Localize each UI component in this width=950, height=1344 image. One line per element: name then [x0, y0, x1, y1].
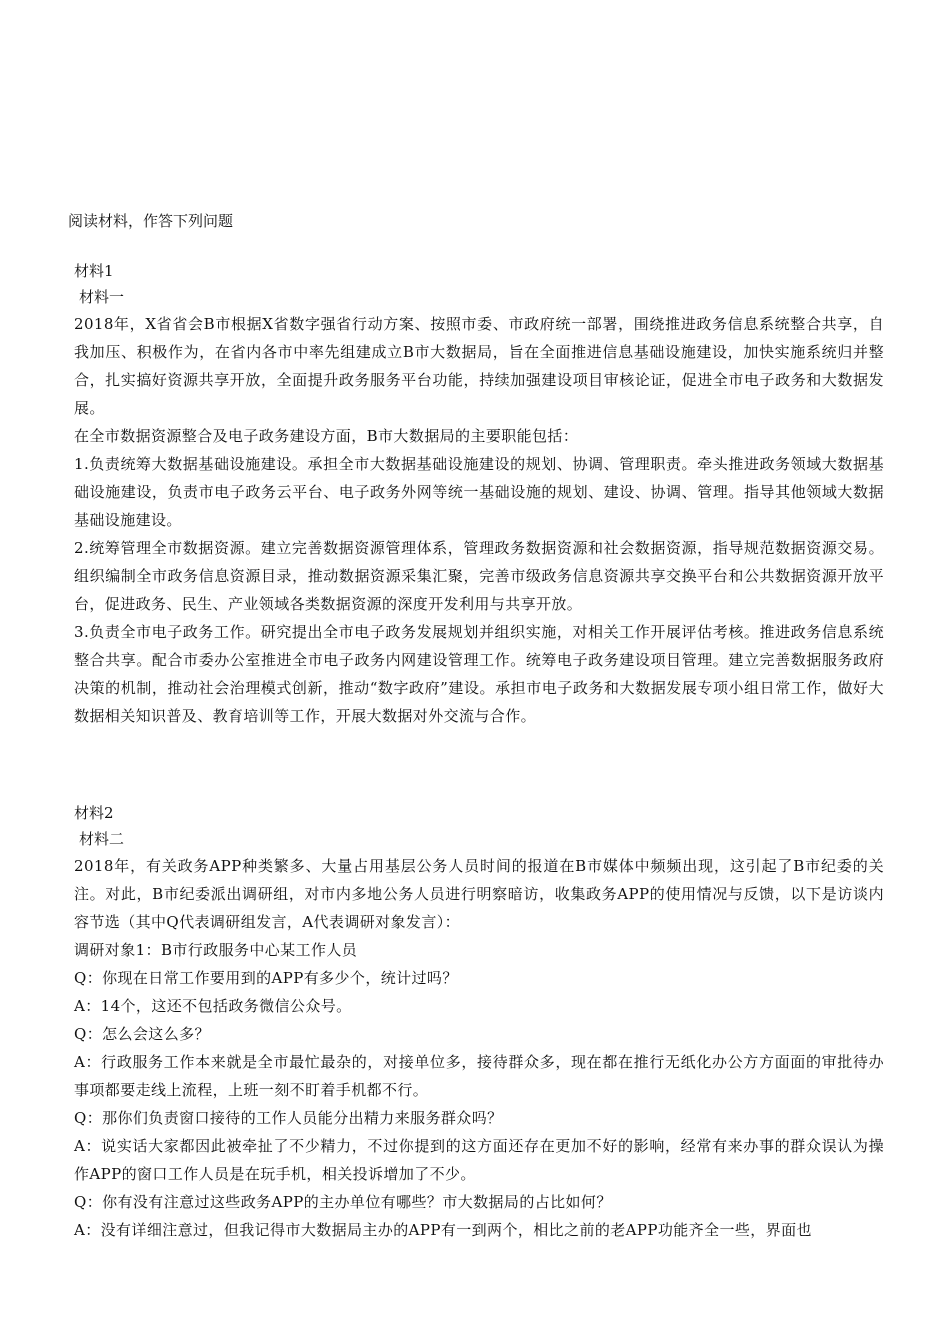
material-label: 材料1 [74, 262, 114, 280]
interview-question: Q：那你们负责窗口接待的工作人员能分出精力来服务群众吗？ [74, 1109, 503, 1127]
question-instruction: 阅读材料，作答下列问题 [68, 212, 234, 230]
material-1-section [74, 258, 884, 730]
paragraph: 2018年，有关政务APP种类繁多、大量占用基层公务人员时间的报道在B市媒体中频频出现，这引起了B市纪委的关注。对此，B市纪委派出调研组，对市内多地公务人员进行明察暗访，收集政务APP的使用情况与反馈，以下是访谈内容节选（其中Q代表调研组发言，A代表调研对象发言）： [74, 857, 884, 931]
material-subtitle: 材料一 [79, 288, 125, 306]
paragraph: 2.统筹管理全市数据资源。建立完善数据资源管理体系，管理政务数据资源和社会数据资源，指导规范数据资源交易。组织编制全市政务信息资源目录，推动数据资源采集汇聚，完善市级政务信息资源共享交换平台和公共数据资源开放平台，促进政务、民生、产业领域各类数据资源的深度开发利用与共享开放。 [74, 539, 884, 613]
material-label: 材料2 [74, 804, 114, 822]
interview-question: Q：怎么会这么多？ [74, 1025, 210, 1043]
material-2-section [74, 800, 884, 1244]
paragraph: 3.负责全市电子政务工作。研究提出全市电子政务发展规划并组织实施，对相关工作开展评估考核。推进政务信息系统整合共享。配合市委办公室推进全市电子政务内网建设管理工作。统筹电子政务建设项目管理。建立完善数据服务政府决策的机制，推动社会治理模式创新，推动“数字政府”建设。承担市电子政务和大数据发展专项小组日常工作，做好大数据相关知识普及、教育培训等工作，开展大数据对外交流与合作。 [74, 623, 884, 725]
material-subtitle: 材料二 [79, 830, 125, 848]
interview-question: Q：你有没有注意过这些政务APP的主办单位有哪些？市大数据局的占比如何？ [74, 1193, 612, 1211]
interview-answer: A：没有详细注意过，但我记得市大数据局主办的APP有一到两个，相比之前的老APP功能齐全一些，界面也 [74, 1221, 812, 1239]
interview-answer: A：行政服务工作本来就是全市最忙最杂的，对接单位多，接待群众多，现在都在推行无纸化办公方方面面的审批待办事项都要走线上流程，上班一刻不盯着手机都不行。 [74, 1053, 884, 1099]
paragraph: 在全市数据资源整合及电子政务建设方面，B市大数据局的主要职能包括： [74, 427, 579, 445]
interview-answer: A：14个，这还不包括政务微信公众号。 [74, 997, 352, 1015]
interview-question: Q：你现在日常工作要用到的APP有多少个，统计过吗？ [74, 969, 458, 987]
paragraph: 2018年，X省省会B市根据X省数字强省行动方案、按照市委、市政府统一部署，围绕推进政务信息系统整合共享，自我加压、积极作为，在省内各市中率先组建成立B市大数据局，旨在全面推进信息基础设施建设，加快实施系统归并整合，扎实搞好资源共享开放，全面提升政务服务平台功能，持续加强建设项目审核论证，促进全市电子政务和大数据发展。 [74, 315, 884, 417]
interviewee-label: 调研对象1：B市行政服务中心某工作人员 [74, 941, 358, 959]
paragraph: 1.负责统筹大数据基础设施建设。承担全市大数据基础设施建设的规划、协调、管理职责。牵头推进政务领域大数据基础设施建设，负责市电子政务云平台、电子政务外网等统一基础设施的规划、建设、协调、管理。指导其他领域大数据基础设施建设。 [74, 455, 884, 529]
interview-answer: A：说实话大家都因此被牵扯了不少精力，不过你提到的这方面还存在更加不好的影响，经常有来办事的群众误认为操作APP的窗口工作人员是在玩手机，相关投诉增加了不少。 [74, 1137, 884, 1183]
